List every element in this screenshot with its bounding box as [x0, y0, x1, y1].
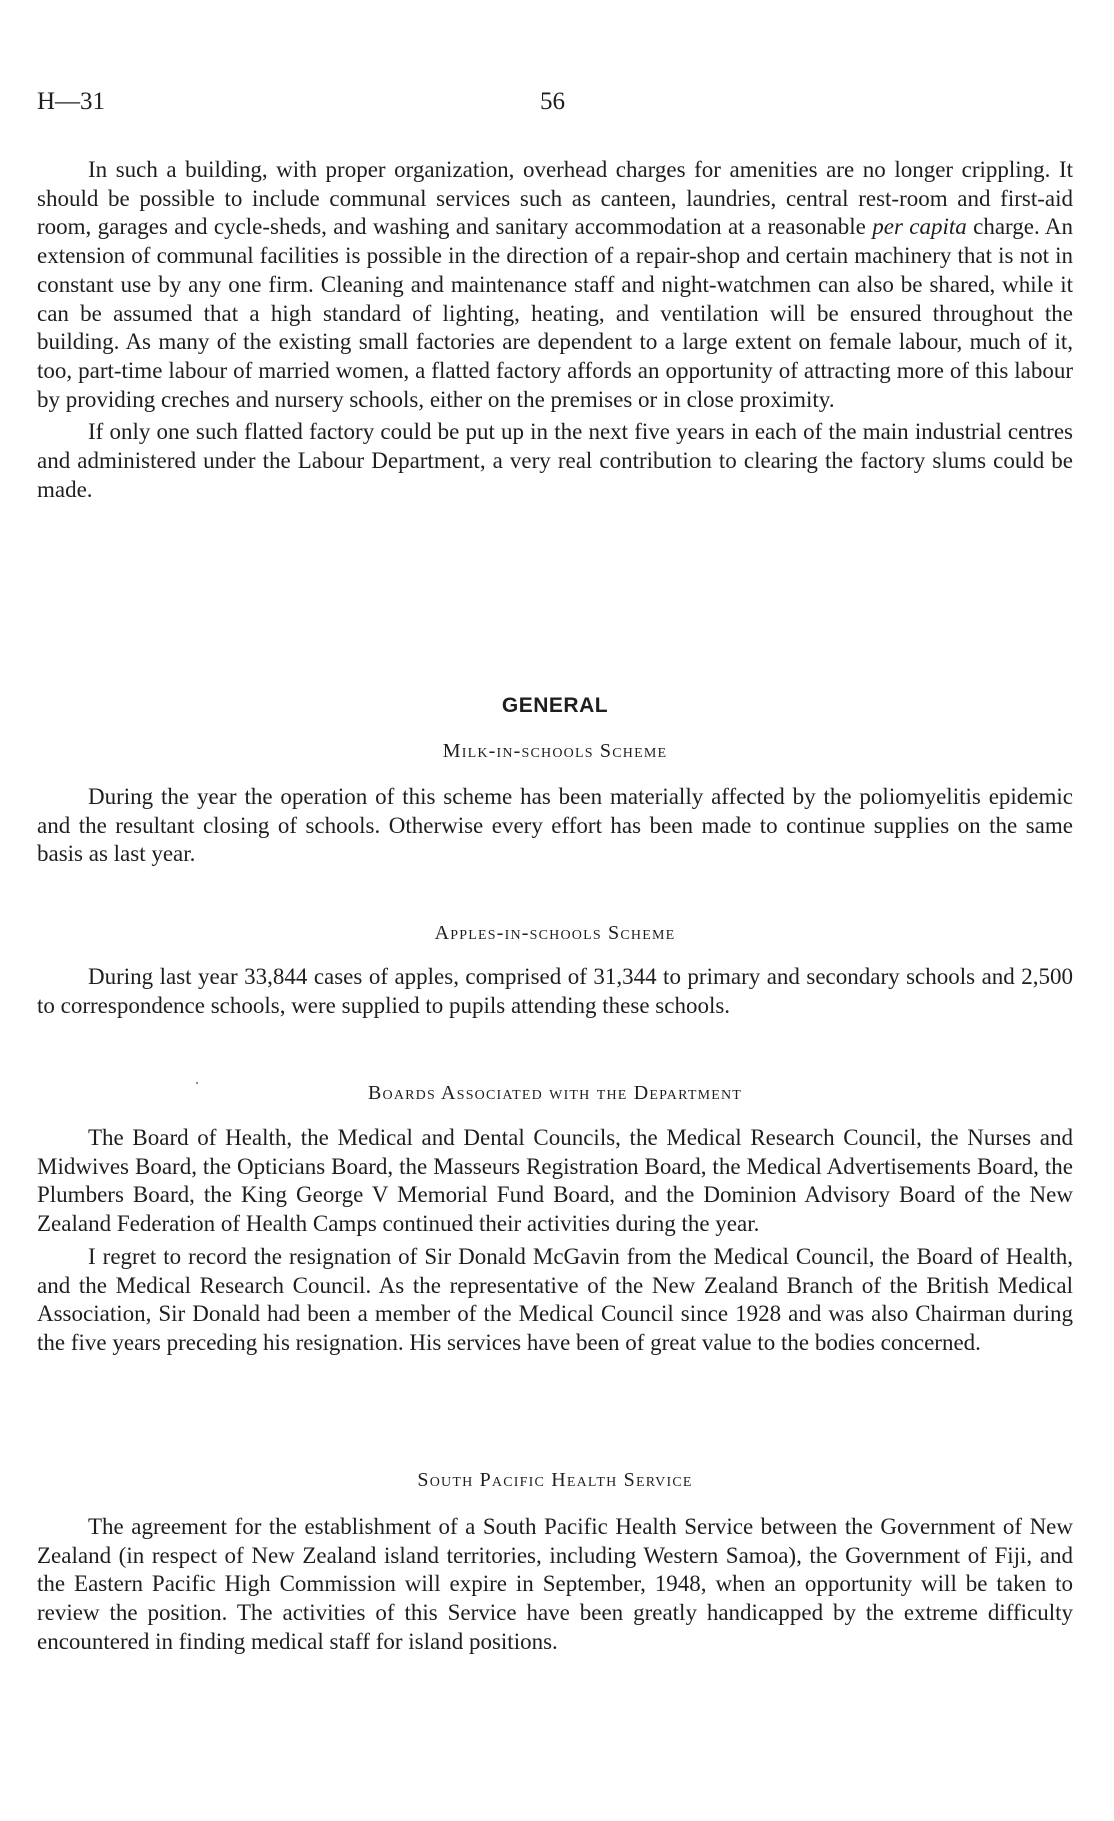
boards-paragraph-1: The Board of Health, the Medical and Dental Councils, the Medical Research Council, the Nurses and Midwives Board, the Opticians Board, the Masseurs Registration Board, the Medical Advertisements Board, the Plumbers Board, the King George V Memorial Fund Board, and the Dominion Advisory Board of the New Zealand Federation of Health Camps continued their activities during the year.: [37, 1125, 1073, 1237]
pacific-paragraph: The agreement for the establishment of a South Pacific Health Service between the Government of New Zealand (in respect of New Zealand island territories, including Western Samoa), the Government of Fiji, and the Eastern Pacific High Commission will expire in September, 1948, when an opportunity will be taken to review the position. The activities of this Service have been greatly handicapped by the extreme difficulty encountered in finding medical staff for island positions.: [37, 1514, 1073, 1654]
pacific-heading: South Pacific Health Service: [417, 1469, 693, 1491]
milk-scheme-section: [37, 783, 1073, 869]
intro-paragraph-2: If only one such flatted factory could be put up in the next five years in each of the main industrial centres and administered under the Labour Department, a very real contribution to clearing the factory slums could be made.: [37, 419, 1073, 502]
apples-scheme-paragraph: During last year 33,844 cases of apples, comprised of 31,344 to primary and secondary schools and 2,500 to correspondence schools, were supplied to pupils attending these schools.: [37, 964, 1073, 1018]
pacific-section: [37, 1513, 1073, 1657]
apples-scheme-section: [37, 963, 1073, 1020]
intro-paragraph-1: In such a building, with proper organization, overhead charges for amenities are no longer crippling. It should be possible to include communal services such as canteen, laundries, central rest-room and first-aid room, garages and cycle-sheds, and washing and sanitary accommodation at a reasonable per capita charge. An extension of communal facilities is possible in the direction of a repair-shop and certain machinery that is not in constant use by any one firm. Cleaning and maintenance staff and night-watchmen can also be shared, while it can be assumed that a high standard of lighting, heating, and ventilation will be ensured throughout the building. As many of the existing small factories are dependent to a large extent on female labour, much of it, too, part-time labour of married women, a flatted factory affords an opportunity of attracting more of this labour by providing creches and nursery schools, either on the premises or in close proximity.: [37, 157, 1073, 412]
boards-section: [37, 1124, 1073, 1358]
print-speck: [196, 1082, 198, 1084]
document-reference: H—31: [37, 88, 106, 115]
page-header: [37, 88, 1073, 120]
boards-paragraph-2: I regret to record the resignation of Sir Donald McGavin from the Medical Council, the Board of Health, and the Medical Research Council. As the representative of the New Zealand Branch of the British Medical Association, Sir Donald had been a member of the Medical Council since 1928 and was also Chairman during the five years preceding his resignation. His services have been of great value to the bodies concerned.: [37, 1243, 1073, 1355]
general-heading: GENERAL: [501, 694, 609, 717]
boards-heading: Boards Associated with the Department: [367, 1082, 743, 1104]
intro-section: [37, 156, 1073, 504]
document-page: [37, 0, 1073, 1821]
latin-phrase: per capita: [872, 214, 967, 240]
milk-scheme-paragraph: During the year the operation of this scheme has been materially affected by the poliomyelitis epidemic and the resultant closing of schools. Otherwise every effort has been made to continue supplies on the same basis as last year.: [37, 784, 1073, 867]
page-number: 56: [540, 88, 565, 115]
apples-scheme-heading: Apples-in-schools Scheme: [434, 922, 676, 944]
milk-scheme-heading: Milk-in-schools Scheme: [442, 740, 668, 762]
